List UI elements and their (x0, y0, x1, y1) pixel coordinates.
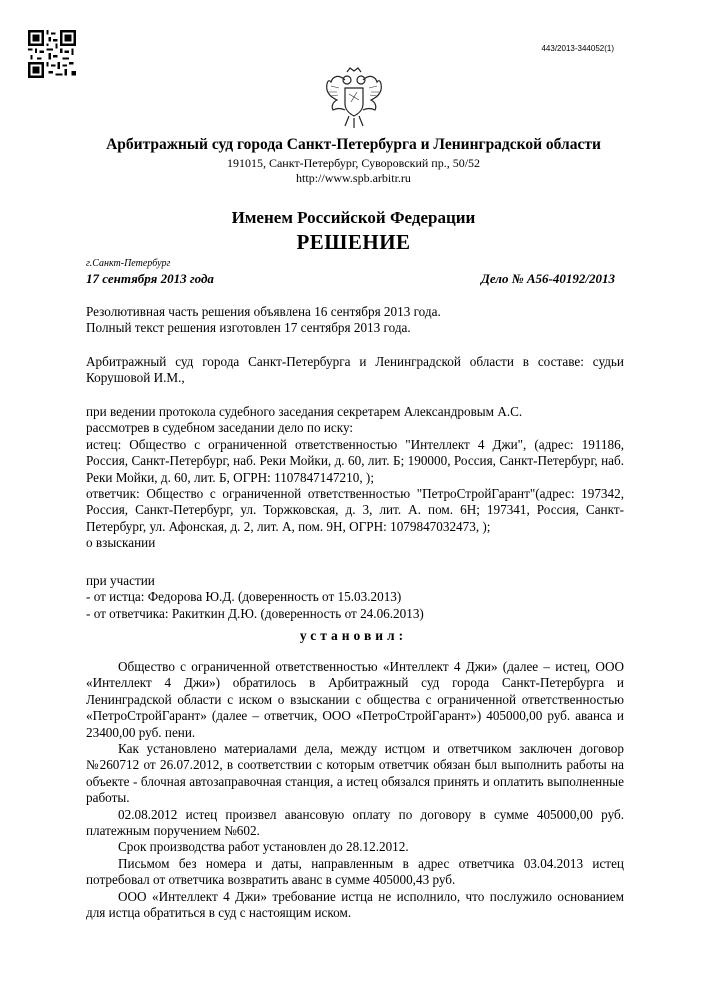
participation-block (86, 573, 624, 622)
plaintiff-representative: - от истца: Федорова Ю.Д. (доверенность от 15.03.2013) (86, 589, 402, 605)
decision-title: РЕШЕНИЕ (296, 230, 411, 254)
court-composition: Арбитражный суд города Санкт-Петербурга и Ленинградской области в составе: судьи Корушовой И.М., (86, 354, 624, 386)
plaintiff-details: истец: Общество с ограниченной ответственностью "Интеллект 4 Джи", (адрес: 191186, Россия, Санкт-Петербург, наб. Реки Мойки, д. 60, лит. Б; 190000, Россия, Санкт-Петербург, наб. Реки Мойки, д. 60, лит. Б, ОГРН: 1107847147210, ); (86, 436, 624, 485)
paragraph: Общество с ограниченной ответственностью «Интеллект 4 Джи» (далее – истец, ООО «Интеллект 4 Джи») обратилось в Арбитражный суд города Санкт-Петербурга и Ленинградской области с иском о взыскании с общества с ограниченной ответственностью «ПетроСтройГарант» (далее – ответчик, ООО «ПетроСтройГарант») 405000,00 руб. аванса и 23400,00 руб. пени. (86, 659, 624, 740)
paragraph: 02.08.2012 истец произвел авансовую оплату по договору в сумме 405000,00 руб. платежным поручением №602. (86, 806, 624, 839)
participation-heading: при участии (86, 573, 155, 588)
intro-block (86, 304, 624, 337)
case-number: Дело № А56-40192/2013 (480, 271, 615, 286)
claim-subject: о взыскании (86, 535, 156, 551)
established-body (86, 659, 624, 922)
in-the-name-heading: Именем Российской Федерации (231, 208, 476, 227)
defendant-details: ответчик: Общество с ограниченной ответственностью "ПетроСтройГарант"(адрес: 197342, Россия, Санкт-Петербург, ул. Торжковская, д. 3, лит. А. пом. 6Н; 197341, Россия, Санкт-Петербург, ул. Афонская, д. 2, лит. А, пом. 9Н, ОГРН: 1079847032473, ); (86, 486, 624, 534)
composition-block (86, 354, 624, 387)
paragraph: Срок производства работ установлен до 28.12.2012. (118, 839, 409, 855)
secretary-line: при ведении протокола судебного заседания секретарем Александровым А.С. (86, 404, 523, 419)
state-emblem-icon (325, 66, 383, 132)
document-number: 443/2013-344052(1) (541, 44, 614, 53)
decision-date: 17 сентября 2013 года (86, 271, 214, 286)
defendant-representative: - от ответчика: Ракиткин Д.Ю. (доверенность от 24.06.2013) (86, 605, 424, 621)
fulltext-prepared-line: Полный текст решения изготовлен 17 сентября 2013 года. (86, 320, 411, 336)
resolution-announced-line: Резолютивная часть решения объявлена 16 сентября 2013 года. (86, 304, 441, 319)
paragraph: Как установлено материалами дела, между истцом и ответчиком заключен договор №260712 от 26.07.2012, в соответствии с которым ответчик обязан был выполнить работы на объекте - блочная автозаправочная станция, а истец обязался принять и оплатить выполненные работы. (86, 741, 624, 806)
proceedings-block (86, 404, 624, 552)
paragraph: Письмом без номера и даты, направленным в адрес ответчика 03.04.2013 истец потребовал от ответчика возвратить аванс в сумме 405000,43 руб. (86, 855, 624, 888)
paragraph: ООО «Интеллект 4 Джи» требование истца не исполнило, что послужило основанием для истца обратиться в суд с настоящим иском. (86, 888, 624, 921)
established-heading: установил: (299, 628, 408, 643)
city: г.Санкт-Петербург (86, 258, 171, 269)
court-url: http://www.spb.arbitr.ru (296, 171, 411, 185)
qr-code-image (28, 30, 76, 78)
considering-line: рассмотрев в судебном заседании дело по иску: (86, 420, 354, 436)
court-name: Арбитражный суд города Санкт-Петербурга и Ленинградской области (106, 136, 601, 153)
court-address: 191015, Санкт-Петербург, Суворовский пр., 50/52 (226, 156, 481, 170)
